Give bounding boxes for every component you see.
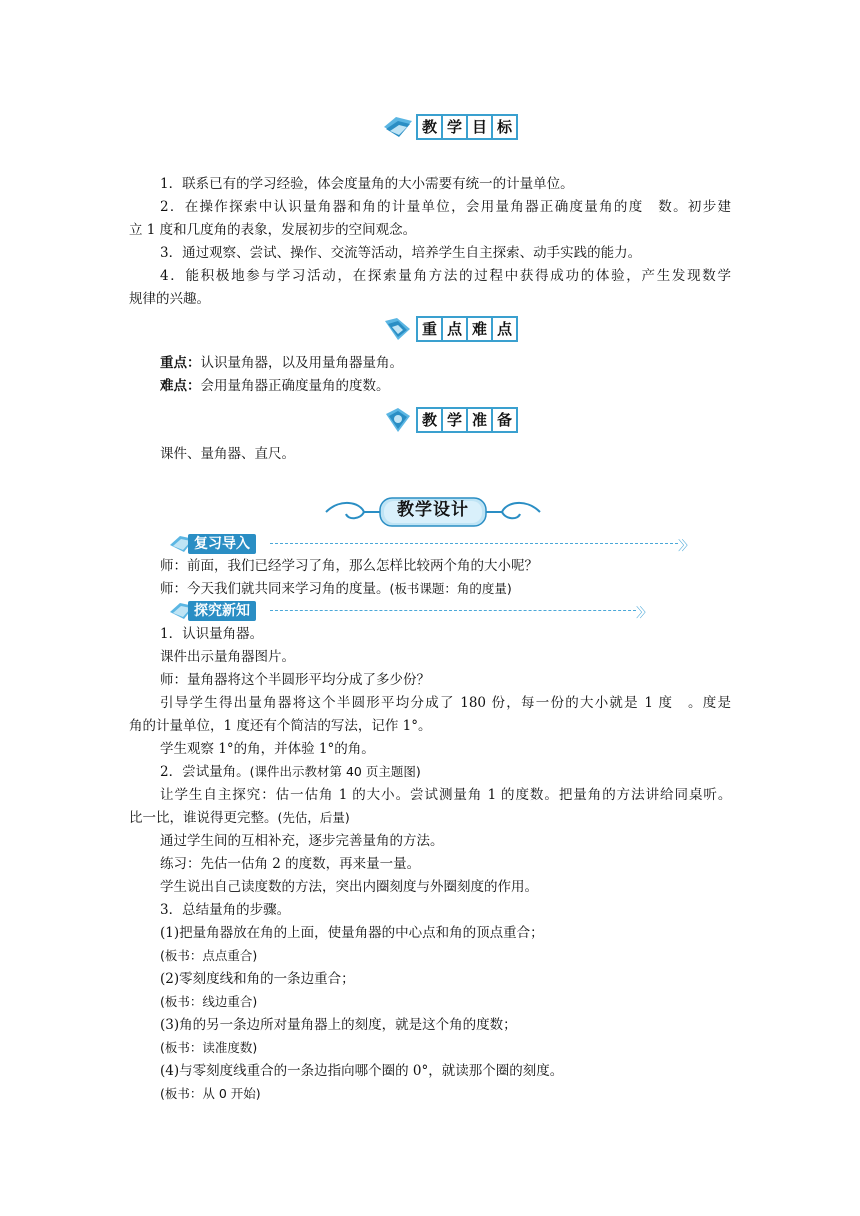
difficulty-line [160, 376, 390, 396]
step-2-line-2: 通过学生间的互相补充，逐步完善量角的方法。 [160, 833, 444, 849]
step-3-item-3: (3)角的另一条边所对量角器上的刻度，就是这个角的度数； [160, 1017, 517, 1033]
chevron-right-icon: 〉〉 [678, 539, 692, 554]
key-point-label: 重点： [160, 355, 201, 371]
objective-item-1: 1．联系已有的学习经验，体会度量角的大小需要有统一的计量单位。 [160, 176, 574, 192]
review-line-2-text: 师：今天我们就共同来学习角的度量。 [160, 581, 390, 597]
step-3-item-2: (2)零刻度线和角的一条边重合； [160, 971, 355, 987]
title-char: 教 [418, 116, 443, 138]
review-phase-label: 复习导入 [188, 534, 256, 554]
difficulty-text: 会用量角器正确度量角的度数。 [200, 378, 390, 394]
book-icon [382, 315, 414, 343]
step-3-item-1: (1)把量角器放在角的上面，使量角器的中心点和角的顶点重合； [160, 925, 544, 941]
title-char: 学 [443, 116, 468, 138]
keypoints-title-box [416, 316, 518, 342]
keypoints-header [382, 315, 518, 343]
review-line-2 [160, 579, 512, 599]
step-2-line-1a: 让学生自主探究：估一估角 1 的大小。尝试测量角 1 的度数。把量角的方法讲给同桌听。 [160, 787, 731, 803]
title-char: 备 [496, 411, 512, 429]
board-note: (板书：从 0 开始) [160, 1086, 261, 1101]
explore-phase-label: 探究新知 [188, 601, 256, 621]
title-char: 点 [496, 320, 512, 338]
board-note: (板书：点点重合) [160, 948, 258, 963]
board-note: (板书课题：角的度量) [389, 581, 512, 596]
step-2-line-1b [129, 808, 350, 828]
title-char: 学 [443, 409, 468, 431]
objective-item-2-line-2: 立 1 度和几度角的表象，发展初步的空间观念。 [129, 222, 417, 238]
title-char: 重 [418, 318, 443, 340]
preparation-title-box [416, 407, 518, 433]
board-note: (板书：读准度数) [160, 1040, 258, 1055]
step-1-line-1: 课件出示量角器图片。 [160, 649, 295, 665]
step-1-line-4: 学生观察 1°的角，并体验 1°的角。 [160, 741, 375, 757]
review-phase-header [168, 533, 698, 555]
book-icon [382, 113, 414, 141]
explore-phase-header [168, 600, 698, 622]
board-note: (先估，后量) [277, 810, 350, 825]
objectives-header [382, 113, 518, 141]
board-note: (课件出示教材第 40 页主题图) [249, 764, 421, 779]
title-char: 目 [468, 116, 493, 138]
title-char: 准 [468, 409, 493, 431]
step-1-line-3a: 引导学生得出量角器将这个半圆形平均分成了 180 份，每一份的大小就是 1 度 。度是 [160, 695, 731, 711]
title-char: 标 [496, 118, 512, 136]
step-1-line-2: 师：量角器将这个半圆形平均分成了多少份？ [160, 672, 430, 688]
preparation-header [382, 406, 518, 434]
title-char: 教 [418, 409, 443, 431]
step-1-title: 1．认识量角器。 [160, 626, 264, 642]
key-point-line [160, 353, 403, 373]
key-point-text: 认识量角器，以及用量角器量角。 [200, 355, 403, 371]
board-note: (板书：线边重合) [160, 994, 258, 1009]
design-banner-title: 教学设计 [397, 500, 469, 520]
difficulty-label: 难点： [160, 378, 201, 394]
step-2-line-3: 练习：先估一估角 2 的度数，再来量一量。 [160, 856, 421, 872]
design-banner [320, 494, 546, 528]
objective-item-2-line-1: 2．在操作探索中认识量角器和角的计量单位，会用量角器正确度量角的度 数。初步建 [160, 199, 731, 215]
objectives-title-box [416, 114, 518, 140]
dashed-divider [270, 610, 636, 611]
objective-item-4-line-1: 4．能积极地参与学习活动，在探索量角方法的过程中获得成功的体验，产生发现数学 [160, 268, 731, 284]
step-2-line-4: 学生说出自己读度数的方法，突出内圈刻度与外圈刻度的作用。 [160, 879, 538, 895]
chevron-right-icon: 〉〉 [636, 606, 650, 621]
step-1-line-3b: 角的计量单位，1 度还有个简洁的写法，记作 1°。 [129, 718, 432, 734]
step-3-item-4: (4)与零刻度线重合的一条边指向哪个圈的 0°，就读那个圈的刻度。 [160, 1063, 564, 1079]
preparation-text: 课件、量角器、直尺。 [160, 446, 295, 462]
book-icon [382, 406, 414, 434]
title-char: 难 [468, 318, 493, 340]
step-2-title: 2．尝试量角。 [160, 764, 250, 780]
objective-item-4-line-2: 规律的兴趣。 [129, 291, 210, 307]
step-2-title-line [160, 762, 421, 782]
review-line-1: 师：前面，我们已经学习了角，那么怎样比较两个角的大小呢？ [160, 558, 538, 574]
objective-item-3: 3．通过观察、尝试、操作、交流等活动，培养学生自主探索、动手实践的能力。 [160, 245, 642, 261]
step-3-title: 3．总结量角的步骤。 [160, 902, 291, 918]
title-char: 点 [443, 318, 468, 340]
step-2-line-1b-text: 比一比，谁说得更完整。 [129, 810, 278, 826]
dashed-divider [270, 543, 678, 544]
